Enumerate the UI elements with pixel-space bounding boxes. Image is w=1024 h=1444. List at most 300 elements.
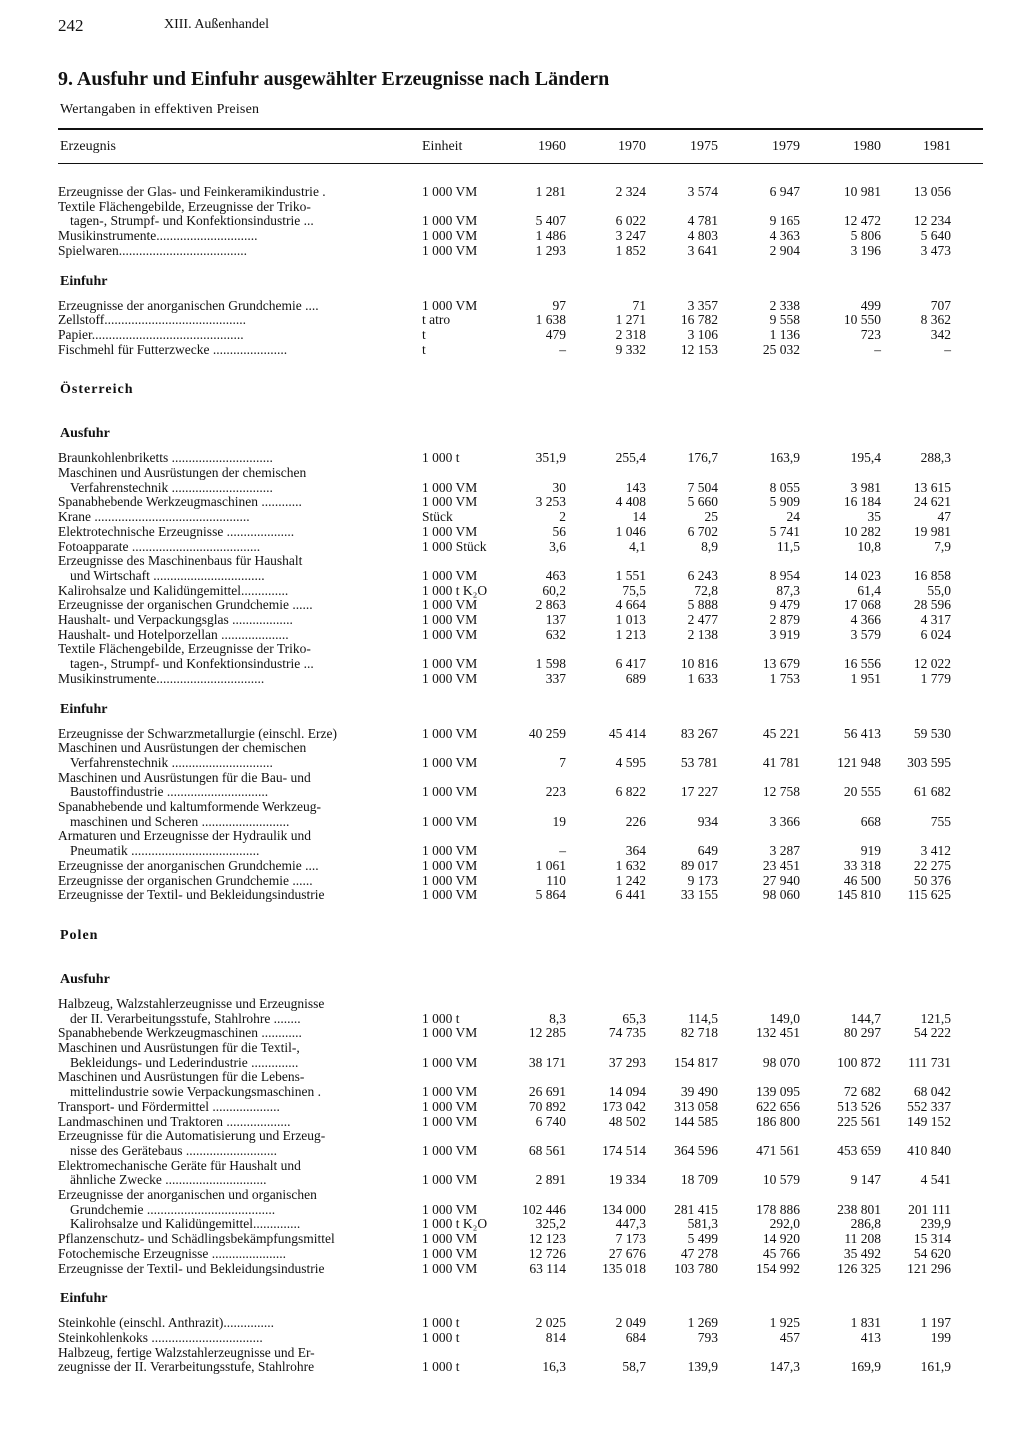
- cell-1979: 178 886: [756, 1201, 800, 1217]
- table-row: [0, 784, 1024, 799]
- table-row: [0, 597, 1024, 612]
- row-unit: 1 000 VM: [422, 1201, 478, 1217]
- cell-1979: 45 766: [762, 1245, 800, 1261]
- cell-1960: 12 285: [528, 1025, 566, 1041]
- cell-1970: 45 414: [608, 725, 646, 741]
- row-label: ähnliche Zwecke ..............................: [70, 1172, 267, 1188]
- cell-1981: 755: [930, 813, 951, 829]
- cell-1980: 46 500: [843, 872, 881, 888]
- row-label: Maschinen und Ausrüstungen für die Bau- und: [58, 769, 311, 785]
- row-unit: 1 000 VM: [422, 1260, 478, 1276]
- row-label: Steinkohle (einschl. Anthrazit)...............: [58, 1315, 274, 1331]
- section-heading: Ausfuhr: [60, 426, 110, 442]
- cell-1970: 71: [632, 297, 646, 313]
- cell-1979: 292,0: [769, 1216, 800, 1232]
- cell-1975: 7 504: [687, 479, 718, 495]
- cell-1979: 2 904: [769, 242, 800, 258]
- cell-1980: 3 981: [850, 479, 881, 495]
- row-label: Kalirohsalze und Kalidüngemittel..............: [58, 582, 289, 598]
- cell-1981: 5 640: [920, 228, 951, 244]
- table-row: [0, 671, 1024, 686]
- row-unit: 1 000 VM: [422, 228, 478, 244]
- cell-1981: 1 197: [920, 1315, 951, 1331]
- row-label: nisse des Gerätebaus ...........................: [70, 1142, 277, 1158]
- column-header-1960: 1960: [538, 139, 566, 154]
- cell-1979: 3 366: [769, 813, 800, 829]
- cell-1960: 632: [545, 626, 566, 642]
- cell-1960: 2: [559, 509, 566, 525]
- table-row: [0, 494, 1024, 509]
- cell-1960: 351,9: [535, 450, 566, 466]
- row-label: Spanabhebende und kaltumformende Werkzeug-: [58, 799, 321, 814]
- cell-1960: 479: [545, 326, 566, 342]
- table-row: [0, 342, 1024, 357]
- table-row: [0, 1128, 1024, 1143]
- cell-1980: 3 196: [850, 242, 881, 258]
- row-unit: 1 000 VM: [422, 213, 478, 229]
- cell-1980: 33 318: [843, 857, 881, 873]
- cell-1980: 16 184: [843, 494, 881, 510]
- row-label: Spielwaren......................................: [58, 242, 247, 258]
- table-row: [0, 612, 1024, 627]
- cell-1979: 27 940: [762, 872, 800, 888]
- row-label: Transport- und Fördermittel ....................: [58, 1098, 280, 1114]
- table-row: [0, 755, 1024, 770]
- row-label: Kalirohsalze und Kalidüngemittel..............: [70, 1216, 301, 1232]
- cell-1975: 3 641: [687, 242, 718, 258]
- column-header-1975: 1975: [690, 139, 718, 154]
- cell-1960: 223: [545, 784, 566, 800]
- row-unit: 1 000 VM: [422, 1245, 478, 1261]
- cell-1975: 649: [697, 843, 718, 859]
- cell-1981: 54 222: [913, 1025, 951, 1041]
- cell-1970: 37 293: [608, 1054, 646, 1070]
- cell-1980: 513 526: [837, 1098, 881, 1114]
- cell-1960: 16,3: [542, 1359, 566, 1375]
- cell-1970: 255,4: [615, 450, 646, 466]
- cell-1970: 174 514: [602, 1142, 646, 1158]
- cell-1979: 622 656: [756, 1098, 800, 1114]
- cell-1975: 2 138: [687, 626, 718, 642]
- row-label: Haushalt- und Verpackungsglas ..................: [58, 612, 293, 627]
- cell-1981: 13 056: [913, 184, 951, 199]
- cell-1970: 3 247: [615, 228, 646, 244]
- row-unit: 1 000 VM: [422, 567, 478, 583]
- row-label: Fotochemische Erzeugnisse ......................: [58, 1245, 286, 1261]
- row-unit: 1 000 VM: [422, 1113, 478, 1129]
- row-unit: 1 000 VM: [422, 872, 478, 888]
- row-unit: 1 000 t K₂O: [422, 582, 488, 598]
- table-row: [0, 1330, 1024, 1345]
- row-label: Spanabhebende Werkzeugmaschinen ............: [58, 494, 302, 510]
- cell-1970: 6 822: [615, 784, 646, 800]
- cell-1979: 149,0: [769, 1010, 800, 1026]
- cell-1979: 154 992: [756, 1260, 800, 1276]
- cell-1960: 1 638: [535, 312, 566, 328]
- cell-1975: 25: [704, 509, 718, 525]
- cell-1970: 74 735: [608, 1025, 646, 1041]
- table-row: [0, 1084, 1024, 1099]
- row-unit: 1 000 VM: [422, 626, 478, 642]
- cell-1960: 137: [545, 612, 566, 627]
- cell-1960: 19: [552, 813, 566, 829]
- section-heading: Einfuhr: [60, 701, 108, 717]
- table-row: [0, 843, 1024, 858]
- cell-1970: 4 595: [615, 754, 646, 770]
- cell-1980: 286,8: [850, 1216, 881, 1232]
- cell-1981: 15 314: [913, 1231, 951, 1247]
- cell-1979: 2 879: [769, 612, 800, 627]
- cell-1970: 1 632: [615, 857, 646, 873]
- row-label: Erzeugnisse der Textil- und Bekleidungsindustrie: [58, 887, 325, 903]
- cell-1979: 11,5: [776, 538, 800, 554]
- table-row: [0, 213, 1024, 228]
- cell-1970: 4 408: [615, 494, 646, 510]
- cell-1960: 6 740: [535, 1113, 566, 1129]
- row-label: Armaturen und Erzeugnisse der Hydraulik und: [58, 828, 312, 844]
- cell-1981: 6 024: [920, 626, 951, 642]
- row-unit: 1 000 VM: [422, 184, 478, 199]
- cell-1960: 325,2: [535, 1216, 566, 1232]
- table-row: [0, 199, 1024, 214]
- cell-1979: 24: [786, 509, 800, 525]
- table-row: [0, 568, 1024, 583]
- table-row: [0, 1216, 1024, 1231]
- section-heading: Einfuhr: [60, 1291, 108, 1307]
- cell-1981: 50 376: [913, 872, 951, 888]
- cell-1960: 60,2: [542, 582, 566, 598]
- table-subtitle: Wertangaben in effektiven Preisen: [60, 102, 260, 117]
- cell-1975: 89 017: [680, 857, 718, 873]
- row-unit: Stück: [422, 509, 453, 525]
- cell-1981: 288,3: [920, 450, 951, 466]
- row-unit: 1 000 VM: [422, 612, 478, 627]
- cell-1980: –: [874, 341, 881, 357]
- cell-1960: 3 253: [535, 494, 566, 510]
- table-row: [0, 1040, 1024, 1055]
- table-row: [0, 509, 1024, 524]
- cell-1970: 6 022: [615, 213, 646, 229]
- row-unit: 1 000 VM: [422, 1231, 478, 1247]
- table-row: [0, 1345, 1024, 1360]
- row-unit: 1 000 t: [422, 1359, 460, 1375]
- cell-1979: 13 679: [762, 656, 800, 672]
- cell-1975: 313 058: [674, 1098, 718, 1114]
- column-header-1979: 1979: [772, 139, 800, 154]
- row-unit: 1 000 VM: [422, 725, 478, 741]
- cell-1970: 226: [625, 813, 646, 829]
- cell-1981: 3 412: [920, 843, 951, 859]
- cell-1975: 12 153: [680, 341, 718, 357]
- cell-1979: 14 920: [762, 1231, 800, 1247]
- cell-1970: 173 042: [602, 1098, 646, 1114]
- row-label: Verfahrenstechnik ..............................: [70, 479, 273, 495]
- cell-1981: 115 625: [907, 887, 951, 903]
- cell-1980: 17 068: [843, 597, 881, 613]
- row-label: Textile Flächengebilde, Erzeugnisse der Triko-: [58, 641, 311, 657]
- table-row: [0, 814, 1024, 829]
- cell-1975: 39 490: [680, 1084, 718, 1100]
- cell-1981: 8 362: [920, 312, 951, 328]
- cell-1975: 6 243: [687, 567, 718, 583]
- cell-1970: 58,7: [622, 1359, 646, 1375]
- cell-1980: 413: [860, 1329, 881, 1345]
- row-label: Fotoapparate ......................................: [58, 538, 261, 554]
- cell-1981: 55,0: [927, 582, 951, 598]
- cell-1975: 3 574: [687, 184, 718, 199]
- cell-1979: 132 451: [756, 1025, 800, 1041]
- cell-1979: 10 579: [762, 1172, 800, 1188]
- row-unit: 1 000 VM: [422, 813, 478, 829]
- row-unit: 1 000 VM: [422, 1025, 478, 1041]
- cell-1979: 23 451: [762, 857, 800, 873]
- cell-1980: 3 579: [850, 626, 881, 642]
- cell-1970: 2 324: [615, 184, 646, 199]
- column-header-1970: 1970: [618, 139, 646, 154]
- cell-1975: 18 709: [680, 1172, 718, 1188]
- cell-1970: 364: [625, 843, 646, 859]
- table-row: [0, 1158, 1024, 1173]
- table-row: [0, 1202, 1024, 1217]
- row-label: Elektromechanische Geräte für Haushalt und: [58, 1157, 301, 1173]
- country-heading: Österreich: [60, 382, 134, 398]
- row-unit: 1 000 t K₂O: [422, 1216, 488, 1232]
- cell-1970: 1 046: [615, 523, 646, 539]
- table-title: 9. Ausfuhr und Einfuhr ausgewählter Erzeugnisse nach Ländern: [58, 68, 610, 90]
- cell-1975: 1 633: [687, 670, 718, 686]
- cell-1981: 410 840: [907, 1142, 951, 1158]
- cell-1980: 4 366: [850, 612, 881, 627]
- row-label: Halbzeug, fertige Walzstahlerzeugnisse und Er-: [58, 1344, 315, 1360]
- row-label: Erzeugnisse der anorganischen und organischen: [58, 1187, 317, 1202]
- row-label: tagen-, Strumpf- und Konfektionsindustrie ...: [70, 213, 314, 229]
- table-row: [0, 524, 1024, 539]
- cell-1960: 8,3: [549, 1010, 566, 1026]
- cell-1960: 1 281: [535, 184, 566, 199]
- cell-1979: 12 758: [762, 784, 800, 800]
- cell-1979: 471 561: [756, 1142, 800, 1158]
- cell-1960: 5 864: [535, 887, 566, 903]
- cell-1960: 63 114: [529, 1260, 566, 1276]
- cell-1980: 195,4: [850, 450, 881, 466]
- country-heading: Polen: [60, 927, 99, 943]
- cell-1970: 7 173: [615, 1231, 646, 1247]
- cell-1975: 9 173: [687, 872, 718, 888]
- cell-1981: 121 296: [907, 1260, 951, 1276]
- row-unit: 1 000 VM: [422, 1084, 478, 1100]
- cell-1981: 12 234: [913, 213, 951, 229]
- cell-1960: 2 025: [535, 1315, 566, 1331]
- cell-1981: 239,9: [920, 1216, 951, 1232]
- cell-1970: 1 551: [615, 567, 646, 583]
- cell-1981: 552 337: [907, 1098, 951, 1114]
- table-row: [0, 539, 1024, 554]
- cell-1960: –: [559, 341, 566, 357]
- cell-1960: 30: [552, 479, 566, 495]
- cell-1975: 10 816: [680, 656, 718, 672]
- cell-1981: 342: [930, 326, 951, 342]
- row-label: Textile Flächengebilde, Erzeugnisse der Triko-: [58, 198, 311, 214]
- table-row: [0, 1231, 1024, 1246]
- cell-1970: 4,1: [629, 538, 646, 554]
- cell-1960: 1 598: [535, 656, 566, 672]
- cell-1980: 919: [860, 843, 881, 859]
- cell-1981: 121,5: [920, 1010, 951, 1026]
- table-row: [0, 228, 1024, 243]
- cell-1979: 2 338: [769, 297, 800, 313]
- cell-1960: 1 293: [535, 242, 566, 258]
- cell-1981: 707: [930, 297, 951, 313]
- row-unit: 1 000 VM: [422, 656, 478, 672]
- table-row: [0, 480, 1024, 495]
- row-label: Papier.............................................: [58, 326, 244, 342]
- table-row: [0, 1261, 1024, 1276]
- cell-1975: 281 415: [674, 1201, 718, 1217]
- cell-1975: 5 499: [687, 1231, 718, 1247]
- table-row: [0, 1187, 1024, 1202]
- table-row: [0, 327, 1024, 342]
- row-label: Grundchemie ......................................: [70, 1201, 276, 1217]
- row-label: Braunkohlenbriketts ..............................: [58, 450, 273, 466]
- cell-1960: 463: [545, 567, 566, 583]
- row-unit: 1 000 VM: [422, 242, 478, 258]
- row-label: Maschinen und Ausrüstungen der chemischen: [58, 465, 307, 480]
- row-label: tagen-, Strumpf- und Konfektionsindustrie ...: [70, 656, 314, 672]
- row-unit: 1 000 VM: [422, 843, 478, 859]
- row-label: Erzeugnisse für die Automatisierung und Erzeug-: [58, 1128, 326, 1144]
- cell-1975: 8,9: [701, 538, 718, 554]
- row-label: Landmaschinen und Traktoren ...................: [58, 1113, 291, 1129]
- table-row: [0, 465, 1024, 480]
- cell-1981: 19 981: [913, 523, 951, 539]
- cell-1981: 54 620: [913, 1245, 951, 1261]
- column-header-1980: 1980: [853, 139, 881, 154]
- cell-1960: 56: [552, 523, 566, 539]
- cell-1979: 186 800: [756, 1113, 800, 1129]
- table-row: [0, 583, 1024, 598]
- cell-1980: 145 810: [837, 887, 881, 903]
- cell-1981: 1 779: [920, 670, 951, 686]
- cell-1981: 161,9: [920, 1359, 951, 1375]
- cell-1980: 16 556: [843, 656, 881, 672]
- cell-1970: 689: [625, 670, 646, 686]
- cell-1980: 35: [867, 509, 881, 525]
- cell-1960: 97: [552, 297, 566, 313]
- table-row: [0, 1172, 1024, 1187]
- cell-1980: 5 806: [850, 228, 881, 244]
- cell-1960: 40 259: [528, 725, 566, 741]
- row-label: Baustoffindustrie ..............................: [70, 784, 269, 800]
- page-number: 242: [58, 16, 84, 35]
- table-row: [0, 858, 1024, 873]
- cell-1960: 12 123: [528, 1231, 566, 1247]
- cell-1979: 5 909: [769, 494, 800, 510]
- cell-1980: 238 801: [837, 1201, 881, 1217]
- cell-1980: 10 282: [843, 523, 881, 539]
- cell-1980: 10 981: [843, 184, 881, 199]
- cell-1980: 144,7: [850, 1010, 881, 1026]
- row-label: Maschinen und Ausrüstungen für die Textil-,: [58, 1040, 300, 1055]
- cell-1980: 20 555: [843, 784, 881, 800]
- row-unit: 1 000 VM: [422, 597, 478, 613]
- cell-1960: 814: [545, 1329, 566, 1345]
- cell-1970: 6 417: [615, 656, 646, 672]
- cell-1960: 2 891: [535, 1172, 566, 1188]
- cell-1960: 68 561: [528, 1142, 566, 1158]
- cell-1970: 2 049: [615, 1315, 646, 1331]
- cell-1975: 3 106: [687, 326, 718, 342]
- cell-1980: 1 831: [850, 1315, 881, 1331]
- row-label: Spanabhebende Werkzeugmaschinen ............: [58, 1025, 302, 1041]
- column-header-erzeugnis: Erzeugnis: [60, 139, 116, 154]
- cell-1981: 149 152: [907, 1113, 951, 1129]
- cell-1981: 61 682: [913, 784, 951, 800]
- cell-1975: 154 817: [674, 1054, 718, 1070]
- cell-1975: 33 155: [680, 887, 718, 903]
- row-unit: t: [422, 326, 426, 342]
- cell-1975: 103 780: [674, 1260, 718, 1276]
- table-row: [0, 1011, 1024, 1026]
- cell-1975: 5 888: [687, 597, 718, 613]
- table-row: [0, 1114, 1024, 1129]
- cell-1979: 457: [779, 1329, 800, 1345]
- table-row: [0, 450, 1024, 465]
- cell-1979: 98 060: [762, 887, 800, 903]
- cell-1975: 3 357: [687, 297, 718, 313]
- row-unit: 1 000 VM: [422, 523, 478, 539]
- row-unit: 1 000 Stück: [422, 538, 487, 554]
- cell-1970: 19 334: [608, 1172, 646, 1188]
- row-label: Zellstoff..........................................: [58, 312, 246, 328]
- cell-1980: 126 325: [837, 1260, 881, 1276]
- cell-1975: 17 227: [680, 784, 718, 800]
- row-unit: 1 000 VM: [422, 1172, 478, 1188]
- cell-1979: 8 055: [769, 479, 800, 495]
- cell-1980: 1 951: [850, 670, 881, 686]
- cell-1981: 4 541: [920, 1172, 951, 1188]
- cell-1970: 65,3: [622, 1010, 646, 1026]
- cell-1975: 2 477: [687, 612, 718, 627]
- table-row: [0, 996, 1024, 1011]
- cell-1981: 13 615: [913, 479, 951, 495]
- cell-1975: 581,3: [687, 1216, 718, 1232]
- section-heading: Ausfuhr: [60, 971, 110, 987]
- cell-1980: 80 297: [843, 1025, 881, 1041]
- table-row: [0, 873, 1024, 888]
- row-label: mittelindustrie sowie Verpackungsmaschinen .: [70, 1084, 321, 1100]
- cell-1960: 110: [546, 872, 566, 888]
- row-unit: 1 000 VM: [422, 857, 478, 873]
- cell-1975: 4 803: [687, 228, 718, 244]
- table-row: [0, 1025, 1024, 1040]
- row-unit: 1 000 t: [422, 1315, 460, 1331]
- cell-1960: 3,6: [549, 538, 566, 554]
- table-row: [0, 799, 1024, 814]
- row-label: Erzeugnisse der organischen Grundchemie ......: [58, 872, 313, 888]
- row-unit: 1 000 VM: [422, 494, 478, 510]
- cell-1979: 3 287: [769, 843, 800, 859]
- cell-1980: 11 208: [844, 1231, 881, 1247]
- cell-1979: 163,9: [769, 450, 800, 466]
- cell-1980: 61,4: [857, 582, 881, 598]
- cell-1960: 1 486: [535, 228, 566, 244]
- cell-1970: 1 213: [615, 626, 646, 642]
- row-label: Elektrotechnische Erzeugnisse ....................: [58, 523, 295, 539]
- cell-1975: 47 278: [680, 1245, 718, 1261]
- row-label: Erzeugnisse der Textil- und Bekleidungsindustrie: [58, 1260, 325, 1276]
- cell-1979: 1 925: [769, 1315, 800, 1331]
- row-unit: 1 000 VM: [422, 479, 478, 495]
